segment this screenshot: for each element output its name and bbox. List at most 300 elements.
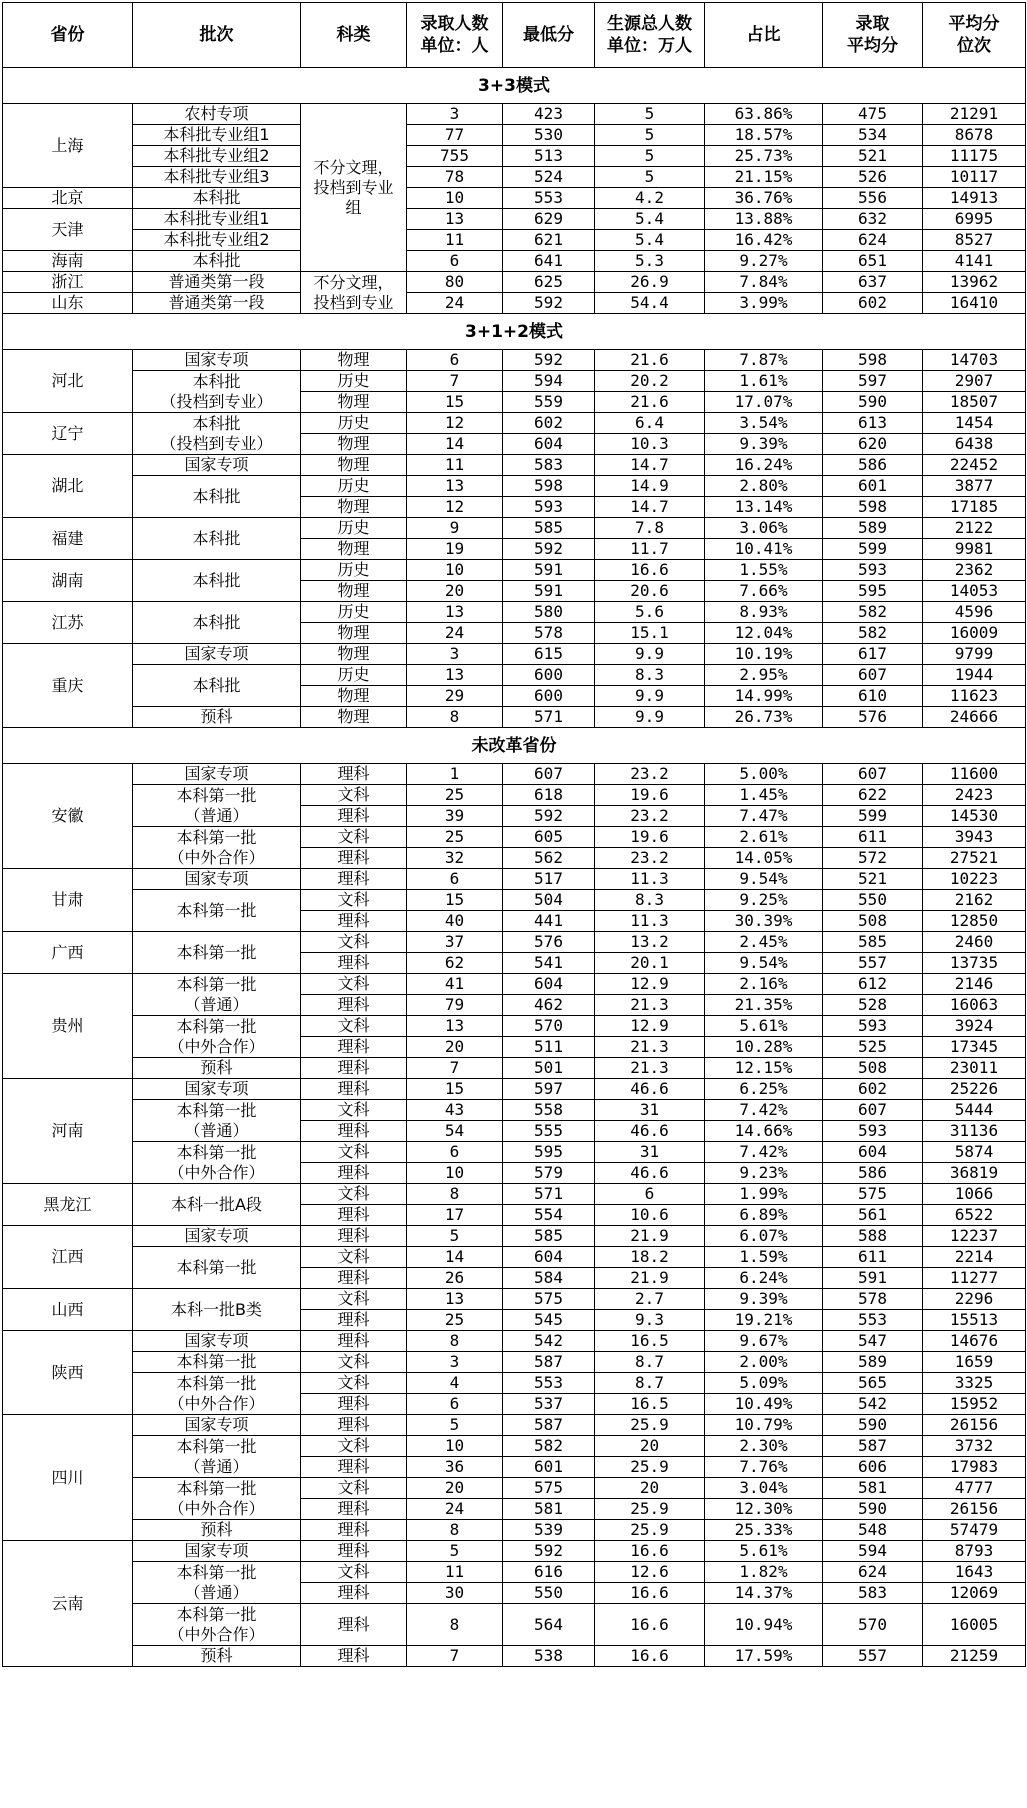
admitted-count-cell: 20 xyxy=(407,581,503,602)
min-score-cell: 504 xyxy=(503,890,595,911)
avg-rank-cell: 14703 xyxy=(923,350,1026,371)
min-score-cell: 592 xyxy=(503,806,595,827)
min-score-cell: 582 xyxy=(503,1436,595,1457)
category-cell: 理科 xyxy=(301,1394,407,1415)
applicant-total-cell: 6 xyxy=(595,1184,705,1205)
avg-rank-cell: 8527 xyxy=(923,230,1026,251)
min-score-cell: 625 xyxy=(503,272,595,293)
admitted-count-cell: 13 xyxy=(407,665,503,686)
province-cell: 重庆 xyxy=(3,644,133,728)
ratio-cell: 10.79% xyxy=(705,1415,823,1436)
ratio-cell: 3.99% xyxy=(705,293,823,314)
applicant-total-cell: 11.3 xyxy=(595,911,705,932)
header-avg-score: 录取 平均分 xyxy=(823,3,923,68)
category-cell: 理科 xyxy=(301,1121,407,1142)
applicant-total-cell: 46.6 xyxy=(595,1163,705,1184)
ratio-cell: 10.94% xyxy=(705,1604,823,1646)
table-row xyxy=(3,167,1026,188)
applicant-total-cell: 23.2 xyxy=(595,764,705,785)
admitted-count-cell: 8 xyxy=(407,1604,503,1646)
ratio-cell: 1.45% xyxy=(705,785,823,806)
applicant-total-cell: 11.3 xyxy=(595,869,705,890)
ratio-cell: 9.27% xyxy=(705,251,823,272)
ratio-cell: 12.30% xyxy=(705,1499,823,1520)
admitted-count-cell: 11 xyxy=(407,230,503,251)
min-score-cell: 576 xyxy=(503,932,595,953)
table-row xyxy=(3,350,1026,371)
min-score-cell: 441 xyxy=(503,911,595,932)
avg-rank-cell: 11175 xyxy=(923,146,1026,167)
avg-score-cell: 553 xyxy=(823,1310,923,1331)
applicant-total-cell: 21.6 xyxy=(595,392,705,413)
admitted-count-cell: 1 xyxy=(407,764,503,785)
admitted-count-cell: 32 xyxy=(407,848,503,869)
ratio-cell: 14.99% xyxy=(705,686,823,707)
admitted-count-cell: 13 xyxy=(407,1289,503,1310)
avg-rank-cell: 24666 xyxy=(923,707,1026,728)
admitted-count-cell: 7 xyxy=(407,1058,503,1079)
header-admitted-count: 录取人数 单位：人 xyxy=(407,3,503,68)
admitted-count-cell: 12 xyxy=(407,413,503,434)
min-score-cell: 591 xyxy=(503,581,595,602)
min-score-cell: 641 xyxy=(503,251,595,272)
min-score-cell: 595 xyxy=(503,1142,595,1163)
admitted-count-cell: 25 xyxy=(407,827,503,848)
table-row xyxy=(3,209,1026,230)
batch-cell: 国家专项 xyxy=(133,869,301,890)
min-score-cell: 587 xyxy=(503,1415,595,1436)
category-cell: 理科 xyxy=(301,848,407,869)
ratio-cell: 2.30% xyxy=(705,1436,823,1457)
applicant-total-cell: 21.9 xyxy=(595,1268,705,1289)
batch-cell: 本科一批A段 xyxy=(133,1184,301,1226)
min-score-cell: 559 xyxy=(503,392,595,413)
avg-score-cell: 594 xyxy=(823,1541,923,1562)
avg-score-cell: 587 xyxy=(823,1436,923,1457)
min-score-cell: 530 xyxy=(503,125,595,146)
avg-rank-cell: 11623 xyxy=(923,686,1026,707)
admitted-count-cell: 13 xyxy=(407,476,503,497)
batch-cell: 本科第一批 xyxy=(133,890,301,932)
batch-cell: 普通类第一段 xyxy=(133,272,301,293)
table-row xyxy=(3,974,1026,995)
avg-rank-cell: 21259 xyxy=(923,1646,1026,1667)
min-score-cell: 571 xyxy=(503,1184,595,1205)
avg-rank-cell: 16005 xyxy=(923,1604,1026,1646)
category-cell: 理科 xyxy=(301,1646,407,1667)
section-row xyxy=(3,68,1026,104)
avg-rank-cell: 2162 xyxy=(923,890,1026,911)
admitted-count-cell: 12 xyxy=(407,497,503,518)
batch-cell: 本科批专业组2 xyxy=(133,146,301,167)
avg-score-cell: 582 xyxy=(823,602,923,623)
min-score-cell: 580 xyxy=(503,602,595,623)
ratio-cell: 21.35% xyxy=(705,995,823,1016)
header-category: 科类 xyxy=(301,3,407,68)
avg-rank-cell: 17185 xyxy=(923,497,1026,518)
ratio-cell: 2.61% xyxy=(705,827,823,848)
avg-rank-cell: 6438 xyxy=(923,434,1026,455)
category-cell: 文科 xyxy=(301,1016,407,1037)
avg-rank-cell: 13962 xyxy=(923,272,1026,293)
admitted-count-cell: 7 xyxy=(407,1646,503,1667)
applicant-total-cell: 9.9 xyxy=(595,644,705,665)
ratio-cell: 1.59% xyxy=(705,1247,823,1268)
avg-score-cell: 578 xyxy=(823,1289,923,1310)
ratio-cell: 18.57% xyxy=(705,125,823,146)
table-row xyxy=(3,293,1026,314)
admitted-count-cell: 26 xyxy=(407,1268,503,1289)
table-row xyxy=(3,230,1026,251)
ratio-cell: 3.06% xyxy=(705,518,823,539)
ratio-cell: 26.73% xyxy=(705,707,823,728)
ratio-cell: 16.42% xyxy=(705,230,823,251)
avg-score-cell: 624 xyxy=(823,1562,923,1583)
applicant-total-cell: 20.1 xyxy=(595,953,705,974)
ratio-cell: 3.54% xyxy=(705,413,823,434)
category-cell: 物理 xyxy=(301,581,407,602)
applicant-total-cell: 5 xyxy=(595,125,705,146)
avg-score-cell: 598 xyxy=(823,497,923,518)
min-score-cell: 511 xyxy=(503,1037,595,1058)
table-row xyxy=(3,644,1026,665)
applicant-total-cell: 16.6 xyxy=(595,1541,705,1562)
avg-score-cell: 622 xyxy=(823,785,923,806)
category-cell: 物理 xyxy=(301,707,407,728)
header-batch: 批次 xyxy=(133,3,301,68)
applicant-total-cell: 25.9 xyxy=(595,1499,705,1520)
batch-cell: 本科第一批 xyxy=(133,932,301,974)
avg-score-cell: 588 xyxy=(823,1226,923,1247)
admitted-count-cell: 10 xyxy=(407,188,503,209)
applicant-total-cell: 14.7 xyxy=(595,455,705,476)
ratio-cell: 12.04% xyxy=(705,623,823,644)
applicant-total-cell: 18.2 xyxy=(595,1247,705,1268)
table-row xyxy=(3,1541,1026,1562)
avg-rank-cell: 2296 xyxy=(923,1289,1026,1310)
avg-rank-cell: 6995 xyxy=(923,209,1026,230)
admitted-count-cell: 15 xyxy=(407,1079,503,1100)
ratio-cell: 9.67% xyxy=(705,1331,823,1352)
admitted-count-cell: 3 xyxy=(407,1352,503,1373)
applicant-total-cell: 10.3 xyxy=(595,434,705,455)
header-ratio: 占比 xyxy=(705,3,823,68)
category-cell: 物理 xyxy=(301,455,407,476)
min-score-cell: 583 xyxy=(503,455,595,476)
batch-cell: 本科批 xyxy=(133,476,301,518)
avg-score-cell: 586 xyxy=(823,455,923,476)
ratio-cell: 10.41% xyxy=(705,539,823,560)
applicant-total-cell: 5.4 xyxy=(595,209,705,230)
avg-rank-cell: 5444 xyxy=(923,1100,1026,1121)
category-cell: 物理 xyxy=(301,392,407,413)
min-score-cell: 629 xyxy=(503,209,595,230)
category-cell: 理科 xyxy=(301,1058,407,1079)
table-row xyxy=(3,1478,1026,1499)
ratio-cell: 7.42% xyxy=(705,1100,823,1121)
applicant-total-cell: 19.6 xyxy=(595,785,705,806)
ratio-cell: 10.49% xyxy=(705,1394,823,1415)
avg-rank-cell: 16063 xyxy=(923,995,1026,1016)
admitted-count-cell: 17 xyxy=(407,1205,503,1226)
ratio-cell: 16.24% xyxy=(705,455,823,476)
province-cell: 四川 xyxy=(3,1415,133,1541)
batch-cell: 本科批专业组2 xyxy=(133,230,301,251)
avg-score-cell: 593 xyxy=(823,560,923,581)
avg-rank-cell: 36819 xyxy=(923,1163,1026,1184)
avg-score-cell: 651 xyxy=(823,251,923,272)
ratio-cell: 2.95% xyxy=(705,665,823,686)
ratio-cell: 6.24% xyxy=(705,1268,823,1289)
admitted-count-cell: 7 xyxy=(407,371,503,392)
avg-score-cell: 542 xyxy=(823,1394,923,1415)
admitted-count-cell: 25 xyxy=(407,1310,503,1331)
applicant-total-cell: 26.9 xyxy=(595,272,705,293)
applicant-total-cell: 25.9 xyxy=(595,1415,705,1436)
avg-rank-cell: 1454 xyxy=(923,413,1026,434)
admitted-count-cell: 3 xyxy=(407,644,503,665)
avg-score-cell: 548 xyxy=(823,1520,923,1541)
applicant-total-cell: 21.6 xyxy=(595,350,705,371)
avg-rank-cell: 11600 xyxy=(923,764,1026,785)
avg-rank-cell: 31136 xyxy=(923,1121,1026,1142)
applicant-total-cell: 9.3 xyxy=(595,1310,705,1331)
table-row xyxy=(3,1016,1026,1037)
batch-cell: 本科批 xyxy=(133,518,301,560)
ratio-cell: 2.80% xyxy=(705,476,823,497)
admitted-count-cell: 8 xyxy=(407,1184,503,1205)
batch-cell: 本科批专业组1 xyxy=(133,209,301,230)
batch-cell: 国家专项 xyxy=(133,455,301,476)
min-score-cell: 592 xyxy=(503,539,595,560)
min-score-cell: 584 xyxy=(503,1268,595,1289)
province-cell: 山西 xyxy=(3,1289,133,1331)
category-cell: 文科 xyxy=(301,1373,407,1394)
min-score-cell: 423 xyxy=(503,104,595,125)
applicant-total-cell: 12.6 xyxy=(595,1562,705,1583)
applicant-total-cell: 21.3 xyxy=(595,995,705,1016)
table-row xyxy=(3,707,1026,728)
ratio-cell: 9.39% xyxy=(705,1289,823,1310)
avg-rank-cell: 16410 xyxy=(923,293,1026,314)
avg-rank-cell: 2460 xyxy=(923,932,1026,953)
category-cell: 历史 xyxy=(301,413,407,434)
header-applicant-total: 生源总人数 单位：万人 xyxy=(595,3,705,68)
province-cell: 山东 xyxy=(3,293,133,314)
applicant-total-cell: 13.2 xyxy=(595,932,705,953)
avg-rank-cell: 4777 xyxy=(923,1478,1026,1499)
batch-cell: 普通类第一段 xyxy=(133,293,301,314)
province-cell: 陕西 xyxy=(3,1331,133,1415)
admitted-count-cell: 79 xyxy=(407,995,503,1016)
avg-score-cell: 637 xyxy=(823,272,923,293)
category-cell: 物理 xyxy=(301,539,407,560)
table-row xyxy=(3,371,1026,392)
ratio-cell: 1.61% xyxy=(705,371,823,392)
avg-score-cell: 607 xyxy=(823,764,923,785)
avg-rank-cell: 1659 xyxy=(923,1352,1026,1373)
table-row xyxy=(3,272,1026,293)
admitted-count-cell: 13 xyxy=(407,209,503,230)
avg-rank-cell: 17983 xyxy=(923,1457,1026,1478)
avg-rank-cell: 23011 xyxy=(923,1058,1026,1079)
header-avg-rank: 平均分 位次 xyxy=(923,3,1026,68)
ratio-cell: 1.55% xyxy=(705,560,823,581)
admitted-count-cell: 62 xyxy=(407,953,503,974)
province-cell: 上海 xyxy=(3,104,133,188)
batch-cell: 本科第一批 （中外合作） xyxy=(133,1604,301,1646)
admitted-count-cell: 37 xyxy=(407,932,503,953)
admitted-count-cell: 5 xyxy=(407,1226,503,1247)
applicant-total-cell: 20 xyxy=(595,1436,705,1457)
table-row xyxy=(3,1079,1026,1100)
avg-rank-cell: 6522 xyxy=(923,1205,1026,1226)
avg-score-cell: 508 xyxy=(823,911,923,932)
avg-score-cell: 581 xyxy=(823,1478,923,1499)
province-cell: 江西 xyxy=(3,1226,133,1289)
min-score-cell: 562 xyxy=(503,848,595,869)
ratio-cell: 7.87% xyxy=(705,350,823,371)
avg-rank-cell: 14053 xyxy=(923,581,1026,602)
min-score-cell: 604 xyxy=(503,974,595,995)
category-cell: 文科 xyxy=(301,785,407,806)
province-cell: 河南 xyxy=(3,1079,133,1184)
province-cell: 甘肃 xyxy=(3,869,133,932)
min-score-cell: 542 xyxy=(503,1331,595,1352)
applicant-total-cell: 16.6 xyxy=(595,1604,705,1646)
ratio-cell: 21.15% xyxy=(705,167,823,188)
admitted-count-cell: 6 xyxy=(407,350,503,371)
min-score-cell: 597 xyxy=(503,1079,595,1100)
avg-score-cell: 598 xyxy=(823,350,923,371)
batch-cell: 本科一批B类 xyxy=(133,1289,301,1331)
province-cell: 河北 xyxy=(3,350,133,413)
ratio-cell: 63.86% xyxy=(705,104,823,125)
category-cell: 历史 xyxy=(301,371,407,392)
admitted-count-cell: 10 xyxy=(407,1436,503,1457)
table-row xyxy=(3,764,1026,785)
avg-score-cell: 607 xyxy=(823,665,923,686)
applicant-total-cell: 54.4 xyxy=(595,293,705,314)
admitted-count-cell: 10 xyxy=(407,560,503,581)
admitted-count-cell: 14 xyxy=(407,1247,503,1268)
min-score-cell: 554 xyxy=(503,1205,595,1226)
table-row xyxy=(3,251,1026,272)
avg-score-cell: 611 xyxy=(823,1247,923,1268)
category-cell: 文科 xyxy=(301,890,407,911)
min-score-cell: 501 xyxy=(503,1058,595,1079)
batch-cell: 本科第一批 （普通） xyxy=(133,1100,301,1142)
category-cell: 不分文理， 投档到专业 xyxy=(301,272,407,314)
category-cell: 理科 xyxy=(301,1268,407,1289)
category-cell: 理科 xyxy=(301,911,407,932)
batch-cell: 本科批 xyxy=(133,665,301,707)
applicant-total-cell: 5.6 xyxy=(595,602,705,623)
applicant-total-cell: 16.6 xyxy=(595,1646,705,1667)
avg-rank-cell: 12237 xyxy=(923,1226,1026,1247)
min-score-cell: 578 xyxy=(503,623,595,644)
applicant-total-cell: 5.4 xyxy=(595,230,705,251)
min-score-cell: 602 xyxy=(503,413,595,434)
province-cell: 云南 xyxy=(3,1541,133,1667)
admitted-count-cell: 3 xyxy=(407,104,503,125)
avg-rank-cell: 3732 xyxy=(923,1436,1026,1457)
province-cell: 黑龙江 xyxy=(3,1184,133,1226)
category-cell: 物理 xyxy=(301,686,407,707)
ratio-cell: 14.37% xyxy=(705,1583,823,1604)
avg-score-cell: 601 xyxy=(823,476,923,497)
applicant-total-cell: 16.5 xyxy=(595,1394,705,1415)
category-cell: 物理 xyxy=(301,350,407,371)
min-score-cell: 575 xyxy=(503,1289,595,1310)
avg-rank-cell: 12850 xyxy=(923,911,1026,932)
batch-cell: 国家专项 xyxy=(133,1541,301,1562)
section-row xyxy=(3,728,1026,764)
ratio-cell: 5.61% xyxy=(705,1541,823,1562)
min-score-cell: 462 xyxy=(503,995,595,1016)
ratio-cell: 7.42% xyxy=(705,1142,823,1163)
avg-score-cell: 599 xyxy=(823,806,923,827)
applicant-total-cell: 9.9 xyxy=(595,707,705,728)
avg-score-cell: 576 xyxy=(823,707,923,728)
ratio-cell: 6.25% xyxy=(705,1079,823,1100)
province-cell: 海南 xyxy=(3,251,133,272)
ratio-cell: 9.54% xyxy=(705,869,823,890)
min-score-cell: 616 xyxy=(503,1562,595,1583)
avg-score-cell: 589 xyxy=(823,1352,923,1373)
category-cell: 历史 xyxy=(301,602,407,623)
min-score-cell: 585 xyxy=(503,1226,595,1247)
min-score-cell: 604 xyxy=(503,434,595,455)
applicant-total-cell: 25.9 xyxy=(595,1520,705,1541)
batch-cell: 本科批 xyxy=(133,188,301,209)
batch-cell: 预科 xyxy=(133,1520,301,1541)
admitted-count-cell: 43 xyxy=(407,1100,503,1121)
province-cell: 湖南 xyxy=(3,560,133,602)
province-cell: 辽宁 xyxy=(3,413,133,455)
avg-rank-cell: 12069 xyxy=(923,1583,1026,1604)
table-row xyxy=(3,1520,1026,1541)
table-row xyxy=(3,146,1026,167)
table-row xyxy=(3,455,1026,476)
min-score-cell: 575 xyxy=(503,1478,595,1499)
admitted-count-cell: 78 xyxy=(407,167,503,188)
batch-cell: 预科 xyxy=(133,707,301,728)
avg-score-cell: 610 xyxy=(823,686,923,707)
min-score-cell: 605 xyxy=(503,827,595,848)
admitted-count-cell: 9 xyxy=(407,518,503,539)
table-row xyxy=(3,1142,1026,1163)
ratio-cell: 1.82% xyxy=(705,1562,823,1583)
section-title: 3+3模式 xyxy=(3,68,1026,104)
category-cell: 理科 xyxy=(301,1520,407,1541)
table-row xyxy=(3,1604,1026,1646)
min-score-cell: 558 xyxy=(503,1100,595,1121)
avg-score-cell: 613 xyxy=(823,413,923,434)
avg-score-cell: 585 xyxy=(823,932,923,953)
applicant-total-cell: 14.9 xyxy=(595,476,705,497)
avg-rank-cell: 1066 xyxy=(923,1184,1026,1205)
table-row xyxy=(3,560,1026,581)
avg-rank-cell: 2907 xyxy=(923,371,1026,392)
min-score-cell: 545 xyxy=(503,1310,595,1331)
category-cell: 文科 xyxy=(301,1289,407,1310)
category-cell: 文科 xyxy=(301,827,407,848)
category-cell: 物理 xyxy=(301,644,407,665)
avg-score-cell: 526 xyxy=(823,167,923,188)
category-cell: 理科 xyxy=(301,764,407,785)
batch-cell: 本科第一批 （中外合作） xyxy=(133,1016,301,1058)
